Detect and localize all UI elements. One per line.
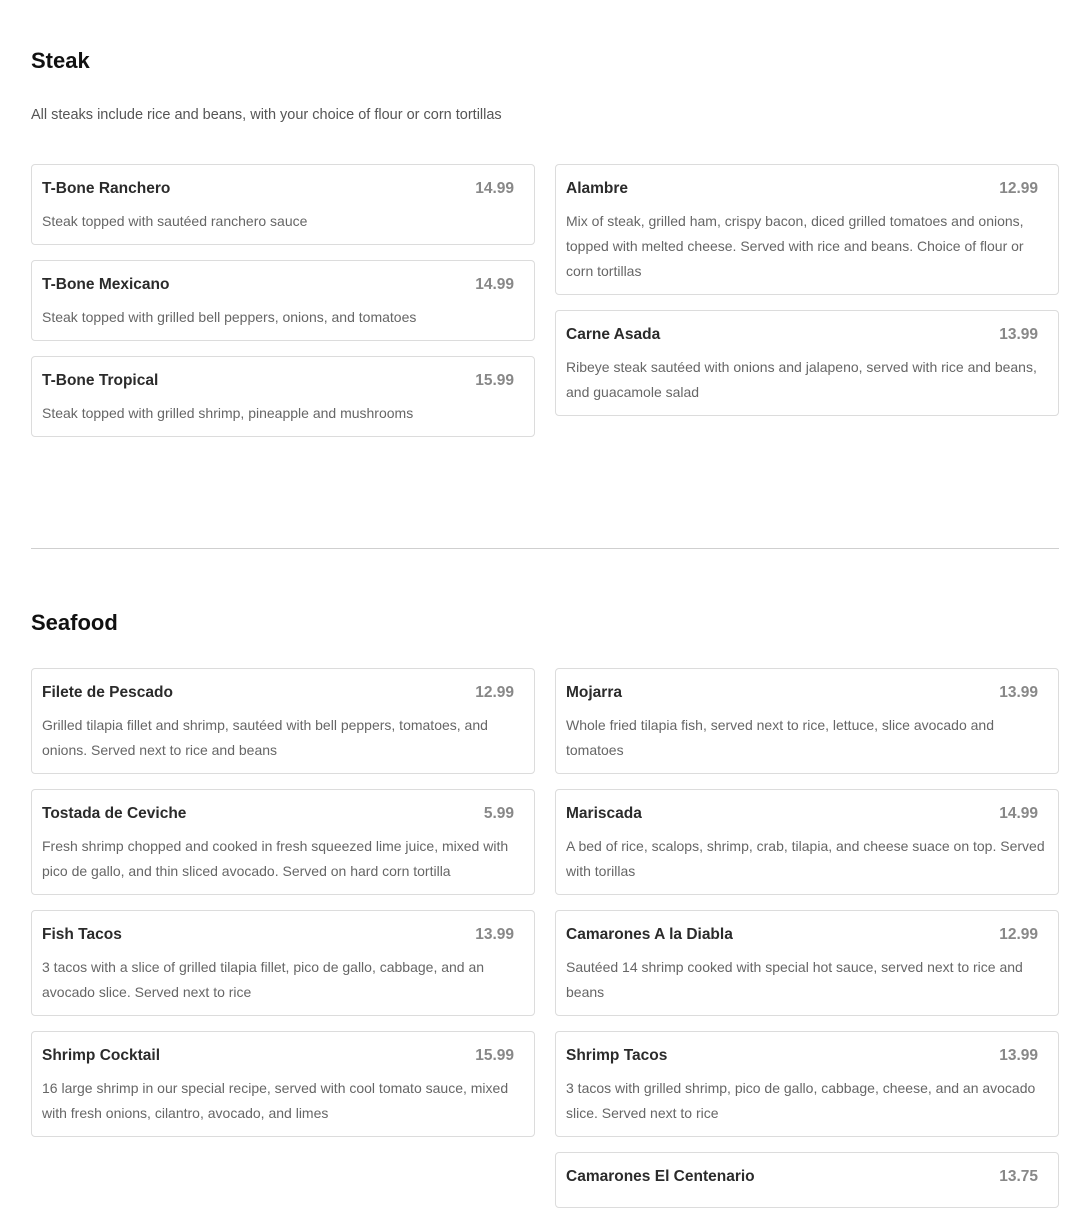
menu-item[interactable] <box>31 668 535 774</box>
item-name: Mariscada <box>566 805 642 822</box>
menu-item[interactable] <box>555 789 1059 895</box>
menu-item[interactable] <box>555 1152 1059 1208</box>
item-description: Steak topped with grilled bell peppers, onions, and tomatoes <box>42 309 417 325</box>
menu-item[interactable] <box>555 1031 1059 1137</box>
item-price: 13.99 <box>999 326 1038 343</box>
steak-right-column <box>555 164 1059 431</box>
item-name: Mojarra <box>566 684 622 701</box>
menu-item[interactable] <box>555 910 1059 1016</box>
item-name: Camarones A la Diabla <box>566 926 733 943</box>
item-name: Camarones El Centenario <box>566 1168 755 1185</box>
item-description: Fresh shrimp chopped and cooked in fresh squeezed lime juice, mixed with pico de gallo, and thin sliced avocado. Served on hard corn tortilla <box>42 838 509 879</box>
item-description: Steak topped with sautéed ranchero sauce <box>42 213 308 229</box>
item-description: 3 tacos with a slice of grilled tilapia fillet, pico de gallo, cabbage, and an avocado slice. Served next to rice <box>42 959 485 1000</box>
item-description: Mix of steak, grilled ham, crispy bacon, diced grilled tomatoes and onions, topped with melted cheese. Served with rice and beans. Choice of flour or corn tortillas <box>566 213 1024 279</box>
item-price: 13.75 <box>999 1168 1038 1185</box>
item-description: Grilled tilapia fillet and shrimp, sautéed with bell peppers, tomatoes, and onions. Served next to rice and beans <box>42 717 488 758</box>
item-description: 16 large shrimp in our special recipe, served with cool tomato sauce, mixed with fresh onions, cilantro, avocado, and limes <box>42 1080 509 1121</box>
menu-item[interactable] <box>31 164 535 245</box>
menu-item[interactable] <box>31 356 535 437</box>
seafood-section <box>31 610 1059 636</box>
menu-item[interactable] <box>555 164 1059 295</box>
section-divider <box>31 548 1059 549</box>
item-name: Fish Tacos <box>42 926 122 943</box>
item-price: 15.99 <box>475 1047 514 1064</box>
item-price: 5.99 <box>483 805 514 822</box>
item-price: 12.99 <box>999 180 1038 197</box>
item-name: Carne Asada <box>566 326 661 343</box>
menu-item[interactable] <box>31 789 535 895</box>
menu-item[interactable] <box>31 910 535 1016</box>
seafood-left-column <box>31 668 535 1152</box>
section-title-steak: Steak <box>31 48 90 73</box>
item-price: 13.99 <box>999 1047 1038 1064</box>
menu-item[interactable] <box>555 310 1059 416</box>
item-price: 13.99 <box>475 926 514 943</box>
section-title-seafood: Seafood <box>31 610 118 635</box>
item-price: 14.99 <box>475 276 514 293</box>
item-price: 14.99 <box>999 805 1038 822</box>
item-description: Ribeye steak sautéed with onions and jalapeno, served with rice and beans, and guacamole salad <box>566 359 1037 400</box>
item-price: 12.99 <box>475 684 514 701</box>
item-name: T-Bone Ranchero <box>42 180 171 197</box>
item-price: 14.99 <box>475 180 514 197</box>
menu-item[interactable] <box>555 668 1059 774</box>
menu-item[interactable] <box>31 1031 535 1137</box>
steak-left-column <box>31 164 535 452</box>
steak-section <box>31 48 1059 125</box>
item-description: Sautéed 14 shrimp cooked with special hot sauce, served next to rice and beans <box>566 959 1023 1000</box>
item-price: 12.99 <box>999 926 1038 943</box>
item-name: T-Bone Mexicano <box>42 276 170 293</box>
item-name: Tostada de Ceviche <box>42 805 187 822</box>
item-name: T-Bone Tropical <box>42 372 159 389</box>
item-name: Filete de Pescado <box>42 684 173 701</box>
item-description: Whole fried tilapia fish, served next to rice, lettuce, slice avocado and tomatoes <box>566 717 994 758</box>
item-price: 15.99 <box>475 372 514 389</box>
item-description: Steak topped with grilled shrimp, pineapple and mushrooms <box>42 405 414 421</box>
item-description: 3 tacos with grilled shrimp, pico de gallo, cabbage, cheese, and an avocado slice. Served next to rice <box>566 1080 1036 1121</box>
item-name: Shrimp Cocktail <box>42 1047 160 1064</box>
item-name: Alambre <box>566 180 629 197</box>
menu-item[interactable] <box>31 260 535 341</box>
steak-note: All steaks include rice and beans, with your choice of flour or corn tortillas <box>31 107 502 123</box>
item-name: Shrimp Tacos <box>566 1047 668 1064</box>
seafood-right-column <box>555 668 1059 1223</box>
item-description: A bed of rice, scalops, shrimp, crab, tilapia, and cheese suace on top. Served with torillas <box>566 838 1045 879</box>
item-price: 13.99 <box>999 684 1038 701</box>
